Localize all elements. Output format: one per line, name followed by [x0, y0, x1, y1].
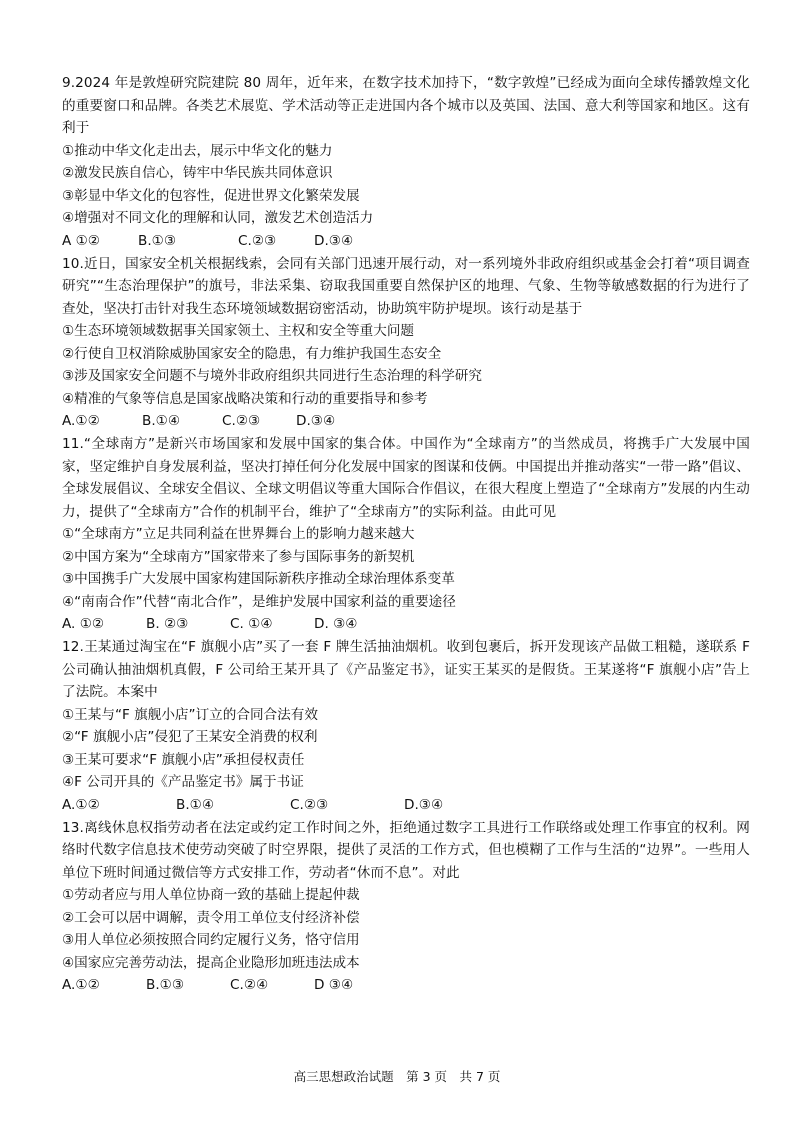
page-footer: 高三思想政治试题 第 3 页 共 7 页 — [293, 1069, 501, 1084]
choice-b: B.①④ — [176, 796, 215, 813]
choice-b: B.①③ — [138, 232, 177, 249]
option-1: ①“全球南方”立足共同利益在世界舞台上的影响力越来越大 — [62, 526, 415, 542]
choice-d: D.③④ — [404, 796, 444, 813]
option-3: ③涉及国家安全问题不与境外非政府组织共同进行生态治理的科学研究 — [62, 368, 482, 384]
exam-page — [62, 72, 750, 997]
choice-d: D.③④ — [296, 413, 336, 429]
option-1: ①王某与“F 旗舰小店”订立的合同合法有效 — [62, 706, 318, 723]
option-4: ④精准的气象等信息是国家战略决策和行动的重要指导和参考 — [62, 390, 428, 407]
choice-c: C. ①④ — [230, 616, 273, 632]
answer-choices — [62, 794, 750, 817]
option-1: ①推动中华文化走出去，展示中华文化的魅力 — [62, 142, 333, 159]
option-1: ①生态环境领域数据事关国家领土、主权和安全等重大问题 — [62, 323, 415, 339]
question-9 — [62, 72, 750, 253]
choice-c: C.②③ — [238, 232, 277, 249]
answer-choices — [62, 613, 750, 636]
question-11 — [62, 433, 750, 636]
answer-choices — [62, 230, 750, 253]
choice-d: D. ③④ — [314, 616, 358, 632]
question-stem: 13.离线休息权指劳动者在法定或约定工作时间之外，拒绝通过数字工具进行工作联络或处理工作事宜的权利。网络时代数字信息技术使劳动突破了时空界限，提供了灵活的工作方式，但也模糊了工作与生活的“边界”。一些用人单位下班时间通过微信等方式安排工作，劳动者“休而不息”。对此 — [62, 819, 750, 881]
choice-a: A.①② — [62, 413, 100, 429]
option-4: ④“南南合作”代替“南北合作”，是维护发展中国家利益的重要途径 — [62, 593, 456, 610]
choice-b: B.①④ — [142, 413, 181, 429]
option-3: ③用人单位必须按照合同约定履行义务，恪守信用 — [62, 932, 360, 948]
question-stem: 9.2024 年是敦煌研究院建院 80 周年，近年来，在数字技术加持下，“数字敦煌”已经成为面向全球传播敦煌文化的重要窗口和品牌。各类艺术展览、学术活动等正走进国内各个城市以及英国、法国、意大利等国家和地区。这有利于 — [62, 75, 750, 136]
option-2: ②“F 旗舰小店”侵犯了王某安全消费的权利 — [62, 729, 318, 745]
option-2: ②中国方案为“全球南方”国家带来了参与国际事务的新契机 — [62, 548, 415, 565]
question-stem: 11.“全球南方”是新兴市场国家和发展中国家的集合体。中国作为“全球南方”的当然成员，将携手广大发展中国家，坚定维护自身发展利益，坚决打掉任何分化发展中国家的图谋和伎俩。中国提出并推动落实“一带一路”倡议、全球发展倡议、全球安全倡议、全球文明倡议等重大国际合作倡议，在很大程度上塑造了“全球南方”发展的内生动力，提供了“全球南方”合作的机制平台，维护了“全球南方”的实际利益。由此可见 — [62, 436, 750, 520]
choice-c: C.②③ — [290, 796, 329, 813]
choice-a: A.①② — [62, 977, 100, 993]
option-2: ②工会可以居中调解，责令用工单位支付经济补偿 — [62, 909, 360, 926]
choice-a: A.①② — [62, 796, 100, 813]
choice-d: D.③④ — [314, 232, 354, 249]
choice-c: C.②④ — [230, 977, 269, 993]
choice-b: B. ②③ — [146, 616, 189, 632]
option-4: ④F 公司开具的《产品鉴定书》属于书证 — [62, 774, 304, 790]
choice-d: D ③④ — [314, 977, 354, 993]
option-3: ③彰显中华文化的包容性，促进世界文化繁荣发展 — [62, 187, 360, 204]
option-2: ②激发民族自信心，铸牢中华民族共同体意识 — [62, 165, 333, 181]
option-2: ②行使自卫权消除威胁国家安全的隐患，有力维护我国生态安全 — [62, 345, 442, 362]
choice-c: C.②③ — [222, 413, 261, 429]
question-10 — [62, 253, 750, 434]
option-3: ③王某可要求“F 旗舰小店”承担侵权责任 — [62, 751, 305, 768]
question-stem: 12.王某通过淘宝在“F 旗舰小店”买了一套 F 牌生活抽油烟机。收到包裹后，拆开发现该产品做工粗糙，遂联系 F 公司确认抽油烟机真假，F 公司给王某开具了《产品鉴定书》，证实王某买的是假货。王某遂将“F 旗舰小店”告上了法院。本案中 — [62, 639, 750, 700]
option-4: ④增强对不同文化的理解和认同，激发艺术创造活力 — [62, 210, 374, 226]
question-stem: 10.近日，国家安全机关根据线索，会同有关部门迅速开展行动，对一系列境外非政府组织或基金会打着“项目调查研究”“生态治理保护”的旗号，非法采集、窃取我国重要自然保护区的地理、气象、生物等敏感数据的行为进行了查处，坚决打击针对我生态环境领域数据窃密活动，协助筑牢防护堤坝。该行动是基于 — [62, 255, 750, 317]
option-4: ④国家应完善劳动法，提高企业隐形加班违法成本 — [62, 954, 360, 971]
question-12 — [62, 636, 750, 817]
answer-choices — [62, 410, 750, 433]
answer-choices — [62, 974, 750, 997]
question-13 — [62, 817, 750, 998]
choice-a: A. ①② — [62, 616, 105, 632]
choice-b: B.①③ — [146, 977, 185, 993]
option-1: ①劳动者应与用人单位协商一致的基础上提起仲裁 — [62, 887, 360, 903]
option-3: ③中国携手广大发展中国家构建国际新秩序推动全球治理体系变革 — [62, 571, 455, 587]
choice-a: A ①② — [62, 232, 100, 249]
